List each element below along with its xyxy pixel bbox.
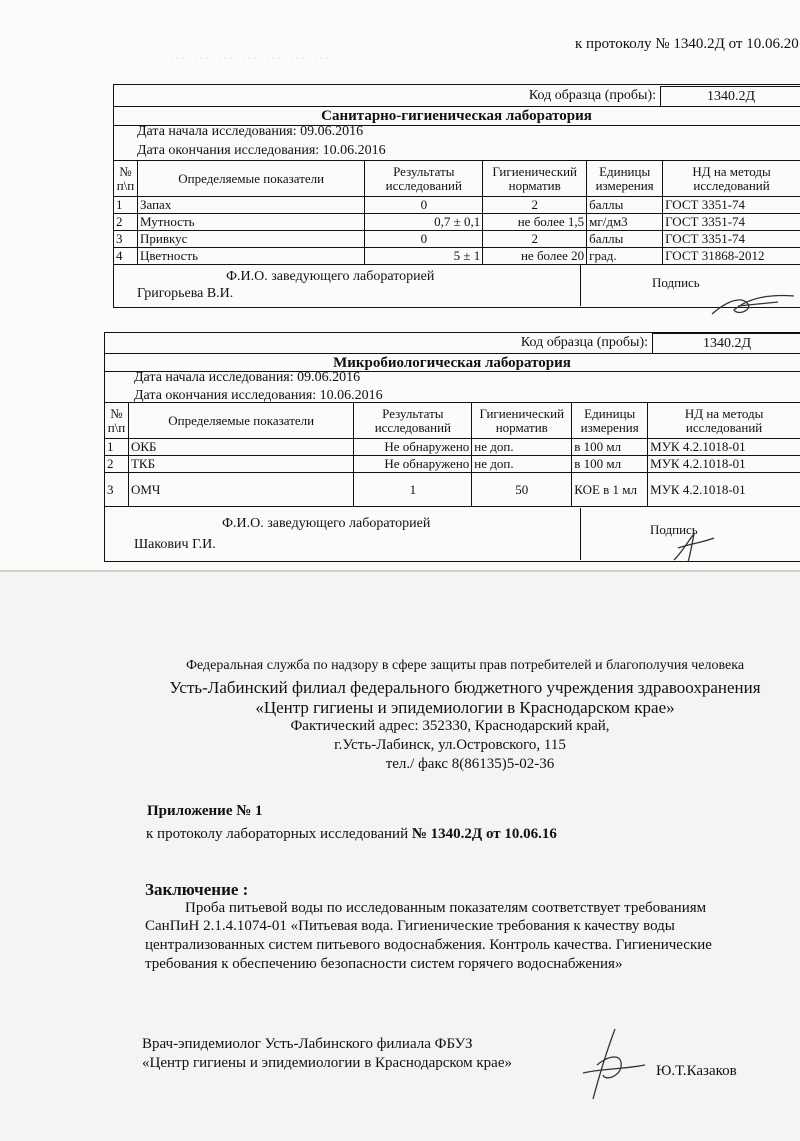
row-norm: не доп.	[472, 439, 572, 456]
row-method: МУК 4.2.1018-01	[648, 456, 800, 473]
row-number: 1	[114, 197, 138, 214]
conclusion-line: СанПиН 2.1.4.1074-01 «Питьевая вода. Гигиенические требования к качеству воды	[145, 918, 675, 934]
micro-lab-title: Микробиологическая лаборатория	[333, 355, 571, 371]
micro-signature-label: Подпись	[650, 522, 698, 537]
col-result: Результаты исследований	[365, 161, 483, 197]
micro-sample-label: Код образца (пробы):	[520, 335, 648, 350]
row-unit: в 100 мл	[572, 439, 648, 456]
col-indicator: Определяемые показатели	[128, 403, 353, 439]
sanitary-sample-label: Код образца (пробы):	[528, 88, 656, 103]
row-number: 2	[114, 214, 138, 231]
table-row	[105, 439, 800, 456]
protocol-reference: к протоколу № 1340.2Д от 10.06.20	[575, 36, 799, 52]
doctor-signature	[575, 1025, 655, 1105]
sanitary-lab-title: Санитарно-гигиеническая лаборатория	[321, 108, 592, 124]
row-unit: мг/дм3	[587, 214, 663, 231]
col-norm: Гигиенический норматив	[483, 161, 587, 197]
table-row	[114, 248, 800, 265]
row-result: 0	[365, 231, 483, 248]
row-norm: 2	[483, 231, 587, 248]
row-method: МУК 4.2.1018-01	[648, 473, 800, 507]
row-indicator: Привкус	[137, 231, 364, 248]
micro-head-label: Ф.И.О. заведующего лабораторией	[222, 516, 431, 531]
row-norm: не доп.	[472, 456, 572, 473]
row-method: ГОСТ 31868-2012	[663, 248, 800, 265]
row-indicator: Цветность	[137, 248, 364, 265]
sanitary-head-name: Григорьева В.И.	[137, 286, 234, 301]
table-row	[114, 214, 800, 231]
row-unit: град.	[587, 248, 663, 265]
row-indicator: Запах	[137, 197, 364, 214]
col-norm: Гигиенический норматив	[472, 403, 572, 439]
col-number: № п\п	[114, 161, 138, 197]
appendix-subtitle-prefix: к протоколу лабораторных исследований	[146, 826, 412, 842]
org-ministry: Федеральная служба по надзору в сфере защиты прав потребителей и благополучия человека	[185, 658, 745, 673]
col-method: НД на методы исследований	[648, 403, 800, 439]
row-result: 0	[365, 197, 483, 214]
row-indicator: ОМЧ	[128, 473, 353, 507]
row-method: МУК 4.2.1018-01	[648, 439, 800, 456]
micro-sample-code: 1340.2Д	[652, 333, 800, 354]
micro-signature	[668, 530, 718, 566]
signoff-organization: «Центр гигиены и эпидемиологии в Краснодарском крае»	[142, 1055, 512, 1071]
row-unit: в 100 мл	[572, 456, 648, 473]
col-method: НД на методы исследований	[663, 161, 800, 197]
row-result: 1	[354, 473, 472, 507]
row-number: 2	[105, 456, 129, 473]
table-row	[114, 231, 800, 248]
row-result: Не обнаружено	[354, 456, 472, 473]
table-row	[105, 473, 800, 507]
appendix-title: Приложение № 1	[147, 803, 263, 819]
row-norm: 50	[472, 473, 572, 507]
row-method: ГОСТ 3351-74	[663, 214, 800, 231]
micro-head-name: Шакович Г.И.	[134, 537, 216, 552]
row-unit: баллы	[587, 231, 663, 248]
row-indicator: ТКБ	[128, 456, 353, 473]
col-unit: Единицы измерения	[572, 403, 648, 439]
org-phone: тел./ факс 8(86135)5-02-36	[385, 756, 555, 772]
conclusion-line: Проба питьевой воды по исследованным показателям соответствует требованиям	[185, 900, 707, 916]
signoff-name: Ю.Т.Казаков	[656, 1063, 737, 1079]
row-result: 5 ± 1	[365, 248, 483, 265]
org-center-name: «Центр гигиены и эпидемиологии в Краснодарском крае»	[255, 698, 675, 717]
micro-results-table	[104, 402, 800, 507]
table-row	[105, 456, 800, 473]
col-number: № п\п	[105, 403, 129, 439]
micro-date-end: Дата окончания исследования: 10.06.2016	[134, 388, 383, 403]
sanitary-date-start: Дата начала исследования: 09.06.2016	[137, 124, 364, 139]
row-norm: не более 20	[483, 248, 587, 265]
sanitary-signature-label: Подпись	[652, 275, 700, 290]
col-unit: Единицы измерения	[587, 161, 663, 197]
org-address-city: г.Усть-Лабинск, ул.Островского, 115	[334, 737, 566, 753]
row-number: 1	[105, 439, 129, 456]
table-header-row	[114, 161, 800, 197]
micro-date-start: Дата начала исследования: 09.06.2016	[134, 370, 361, 385]
conclusion-title: Заключение :	[145, 880, 249, 899]
col-indicator: Определяемые показатели	[137, 161, 364, 197]
conclusion-line: централизованных систем питьевого водоснабжения. Контроль качества. Гигиенические	[145, 937, 712, 953]
row-unit: баллы	[587, 197, 663, 214]
sanitary-sample-code: 1340.2Д	[660, 86, 800, 107]
row-number: 4	[114, 248, 138, 265]
org-address: Фактический адрес: 352330, Краснодарский край,	[290, 718, 610, 734]
table-row	[114, 197, 800, 214]
table-header-row	[105, 403, 800, 439]
row-number: 3	[114, 231, 138, 248]
col-result: Результаты исследований	[354, 403, 472, 439]
appendix-subtitle	[146, 826, 557, 842]
row-unit: КОЕ в 1 мл	[572, 473, 648, 507]
row-method: ГОСТ 3351-74	[663, 197, 800, 214]
bleed-through-text: . . . . . . . . . . . . . . . . . . . . . . . . . . .	[170, 48, 329, 62]
sanitary-signature	[708, 290, 798, 320]
row-norm: не более 1,5	[483, 214, 587, 231]
signoff-position: Врач-эпидемиолог Усть-Лабинского филиала ФБУЗ	[142, 1036, 473, 1052]
sanitary-head-label: Ф.И.О. заведующего лабораторией	[226, 269, 435, 284]
row-number: 3	[105, 473, 129, 507]
org-branch-name: Усть-Лабинский филиал федерального бюджетного учреждения здравоохранения	[169, 678, 761, 697]
row-indicator: Мутность	[137, 214, 364, 231]
appendix-protocol-number: № 1340.2Д от 10.06.16	[411, 826, 557, 842]
conclusion-line: требования к обеспечению безопасности систем горячего водоснабжения»	[145, 956, 623, 972]
page-edge	[0, 570, 800, 572]
row-result: Не обнаружено	[354, 439, 472, 456]
row-norm: 2	[483, 197, 587, 214]
row-result: 0,7 ± 0,1	[365, 214, 483, 231]
sanitary-date-end: Дата окончания исследования: 10.06.2016	[137, 143, 386, 158]
row-indicator: ОКБ	[128, 439, 353, 456]
row-method: ГОСТ 3351-74	[663, 231, 800, 248]
sanitary-results-table	[113, 160, 800, 265]
